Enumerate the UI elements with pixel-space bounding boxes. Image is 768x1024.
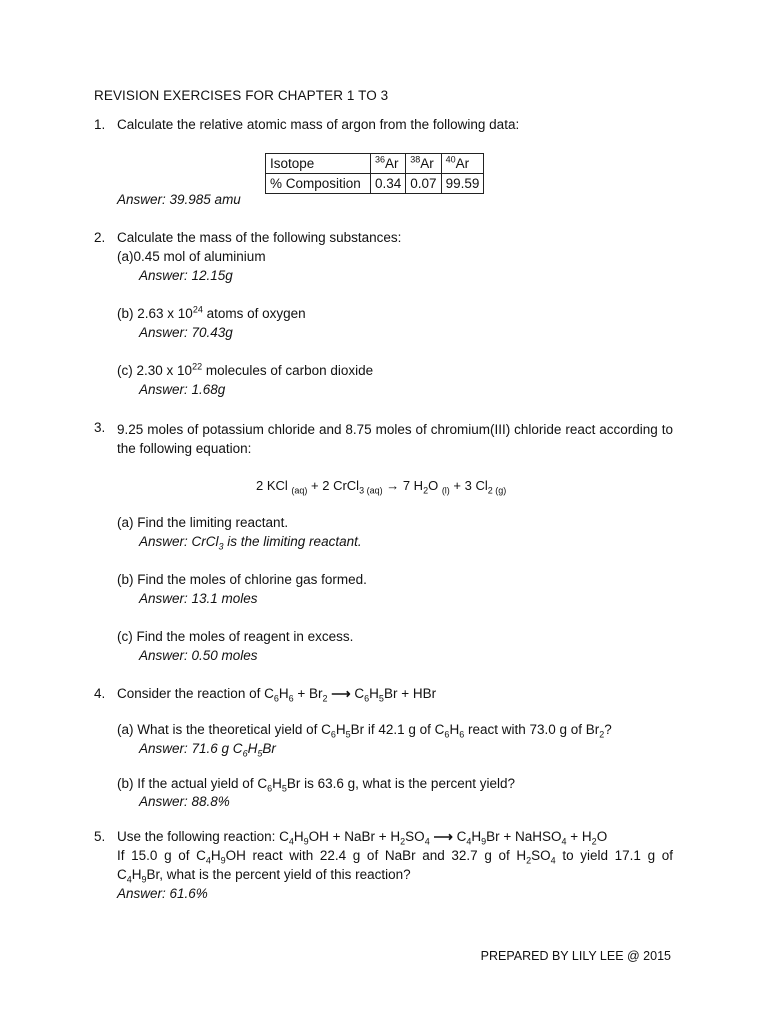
table-row: [266, 154, 484, 174]
eq-state: 2 (g): [487, 485, 507, 496]
q2c-answer: Answer: 1.68g: [139, 382, 226, 397]
q3a-answer: [139, 534, 362, 552]
q5-line3-post: Br, what is the percent yield of this reaction?: [146, 867, 411, 882]
q4a-text-pre: (a) What is the theoretical yield of C: [117, 722, 331, 737]
q2b-text: [117, 306, 306, 321]
q1-text: Calculate the relative atomic mass of argon from the following data:: [117, 117, 520, 132]
q4-text: Consider the reaction of $C_6H_6 + Br_2$ ⟶ $C_6H_5Br$ + HBr: [117, 686, 437, 704]
q5-answer: Answer: 61.6%: [117, 886, 208, 901]
arrow-icon: ⟶: [433, 829, 453, 844]
q4a-text: (a) What is the theoretical yield of $C_6H_5Br$ if 42.1 g of $C_6H_6$ react with 73.0 g of $Br_2$?: [117, 722, 612, 740]
isotope-symbol: Ar: [385, 156, 399, 171]
q2-number: 2.: [94, 230, 106, 245]
isotope-ar36: [371, 154, 406, 174]
isotope-mass: 40: [445, 154, 456, 165]
q2a-body: 0.45 mol of aluminium: [133, 249, 266, 264]
table-cell: 0.07: [406, 174, 441, 194]
q4b-text-post: Br is 63.6 g, what is the percent yield?: [286, 776, 515, 791]
q2b-post: atoms of oxygen: [202, 306, 306, 321]
isotope-mass: 36: [375, 154, 386, 165]
q1-number: 1.: [94, 117, 106, 132]
table-cell: 99.59: [441, 174, 484, 194]
q2b-base: 2.63 x 10: [137, 306, 193, 321]
q4b-answer: Answer: 88.8%: [139, 794, 230, 809]
table-row-label: % Composition: [266, 174, 371, 194]
isotope-symbol: Ar: [420, 156, 434, 171]
eq-state: (l): [441, 485, 450, 496]
eq-term: O: [428, 478, 442, 493]
q5-number: 5.: [94, 829, 106, 844]
q2b-label: (b): [117, 306, 134, 321]
eq-term: 2 KCl: [256, 478, 292, 493]
q5-line2: If 15.0 g of $C_4H_9OH$ react with 22.4 g of NaBr and 32.7 g of $H_2SO_4$ to yield 17.1 g of: [117, 848, 673, 866]
table-row: [266, 174, 484, 194]
table-header-label: Isotope: [266, 154, 371, 174]
q4a-answer: Answer: 71.6 g $C_6H_5Br$: [139, 741, 276, 759]
q4b-text-pre: (b) If the actual yield of C: [117, 776, 268, 791]
q3-equation: [256, 478, 507, 496]
q4b-text: (b) If the actual yield of $C_6H_5Br$ is 63.6 g, what is the percent yield?: [117, 776, 515, 794]
q5-line1-pre: Use the following reaction: C: [117, 829, 289, 844]
q2c-post: molecules of carbon dioxide: [202, 363, 374, 378]
page-title: REVISION EXERCISES FOR CHAPTER 1 TO 3: [94, 88, 389, 103]
q3-number: 3.: [94, 420, 106, 435]
q2b-answer: Answer: 70.43g: [139, 325, 233, 340]
q4-text-pre: Consider the reaction of C: [117, 686, 274, 701]
q2a-text: [117, 249, 266, 264]
q2b-exponent: 24: [192, 304, 203, 315]
isotope-symbol: Ar: [455, 156, 470, 171]
eq-sub: 2: [423, 485, 429, 496]
q5-line2-pre: If 15.0 g of C: [117, 848, 206, 863]
table-cell: 0.34: [371, 174, 406, 194]
eq-state: 3 (aq): [359, 485, 383, 496]
eq-term: → 7 H: [382, 478, 424, 493]
isotope-ar40: [441, 154, 484, 174]
eq-state: (aq): [291, 485, 308, 496]
q3c-answer: Answer: 0.50 moles: [139, 648, 258, 663]
q1-answer: Answer: 39.985 amu: [117, 192, 241, 207]
q3a-ans-sub: 3: [218, 541, 224, 552]
q3c-text: (c) Find the moles of reagent in excess.: [117, 629, 354, 644]
eq-term: + 2 CrCl: [307, 478, 360, 493]
q5-line1: Use the following reaction: $C_4H_9OH$ + NaBr + $H_2SO_4$ ⟶ $C_4H_9Br$ + NaHSO$_4$ + $H_2O$: [117, 829, 608, 847]
footer-credit: PREPARED BY LILY LEE @ 2015: [480, 949, 671, 963]
q3a-text: (a) Find the limiting reactant.: [117, 515, 289, 530]
eq-term: + 3 Cl: [449, 478, 488, 493]
isotope-ar38: [406, 154, 441, 174]
q4a-answer-pre: Answer: 71.6 g C: [139, 741, 243, 756]
q3a-ans-pre: Answer: CrCl: [139, 534, 219, 549]
q2c-base: 2.30 x 10: [136, 363, 193, 378]
q5-line3: $C_4H_9Br$, what is the percent yield of this reaction?: [117, 867, 411, 885]
q3b-text: (b) Find the moles of chlorine gas formed.: [117, 572, 367, 587]
q3-text: 9.25 moles of potassium chloride and 8.75 moles of chromium(III) chloride react according to the following equation:: [117, 422, 673, 456]
arrow-icon: ⟶: [331, 686, 351, 701]
q2c-label: (c): [117, 363, 133, 378]
q3a-ans-post: is the limiting reactant.: [223, 534, 362, 549]
q2-text: Calculate the mass of the following substances:: [117, 230, 402, 245]
isotope-mass: 38: [410, 154, 421, 165]
q2c-exponent: 22: [192, 361, 203, 372]
q3b-answer: Answer: 13.1 moles: [139, 591, 258, 606]
q2c-text: [117, 363, 373, 378]
isotope-table: [265, 153, 484, 194]
q2a-label: (a): [117, 249, 134, 264]
q2a-answer: Answer: 12.15g: [139, 268, 233, 283]
q4-number: 4.: [94, 686, 106, 701]
